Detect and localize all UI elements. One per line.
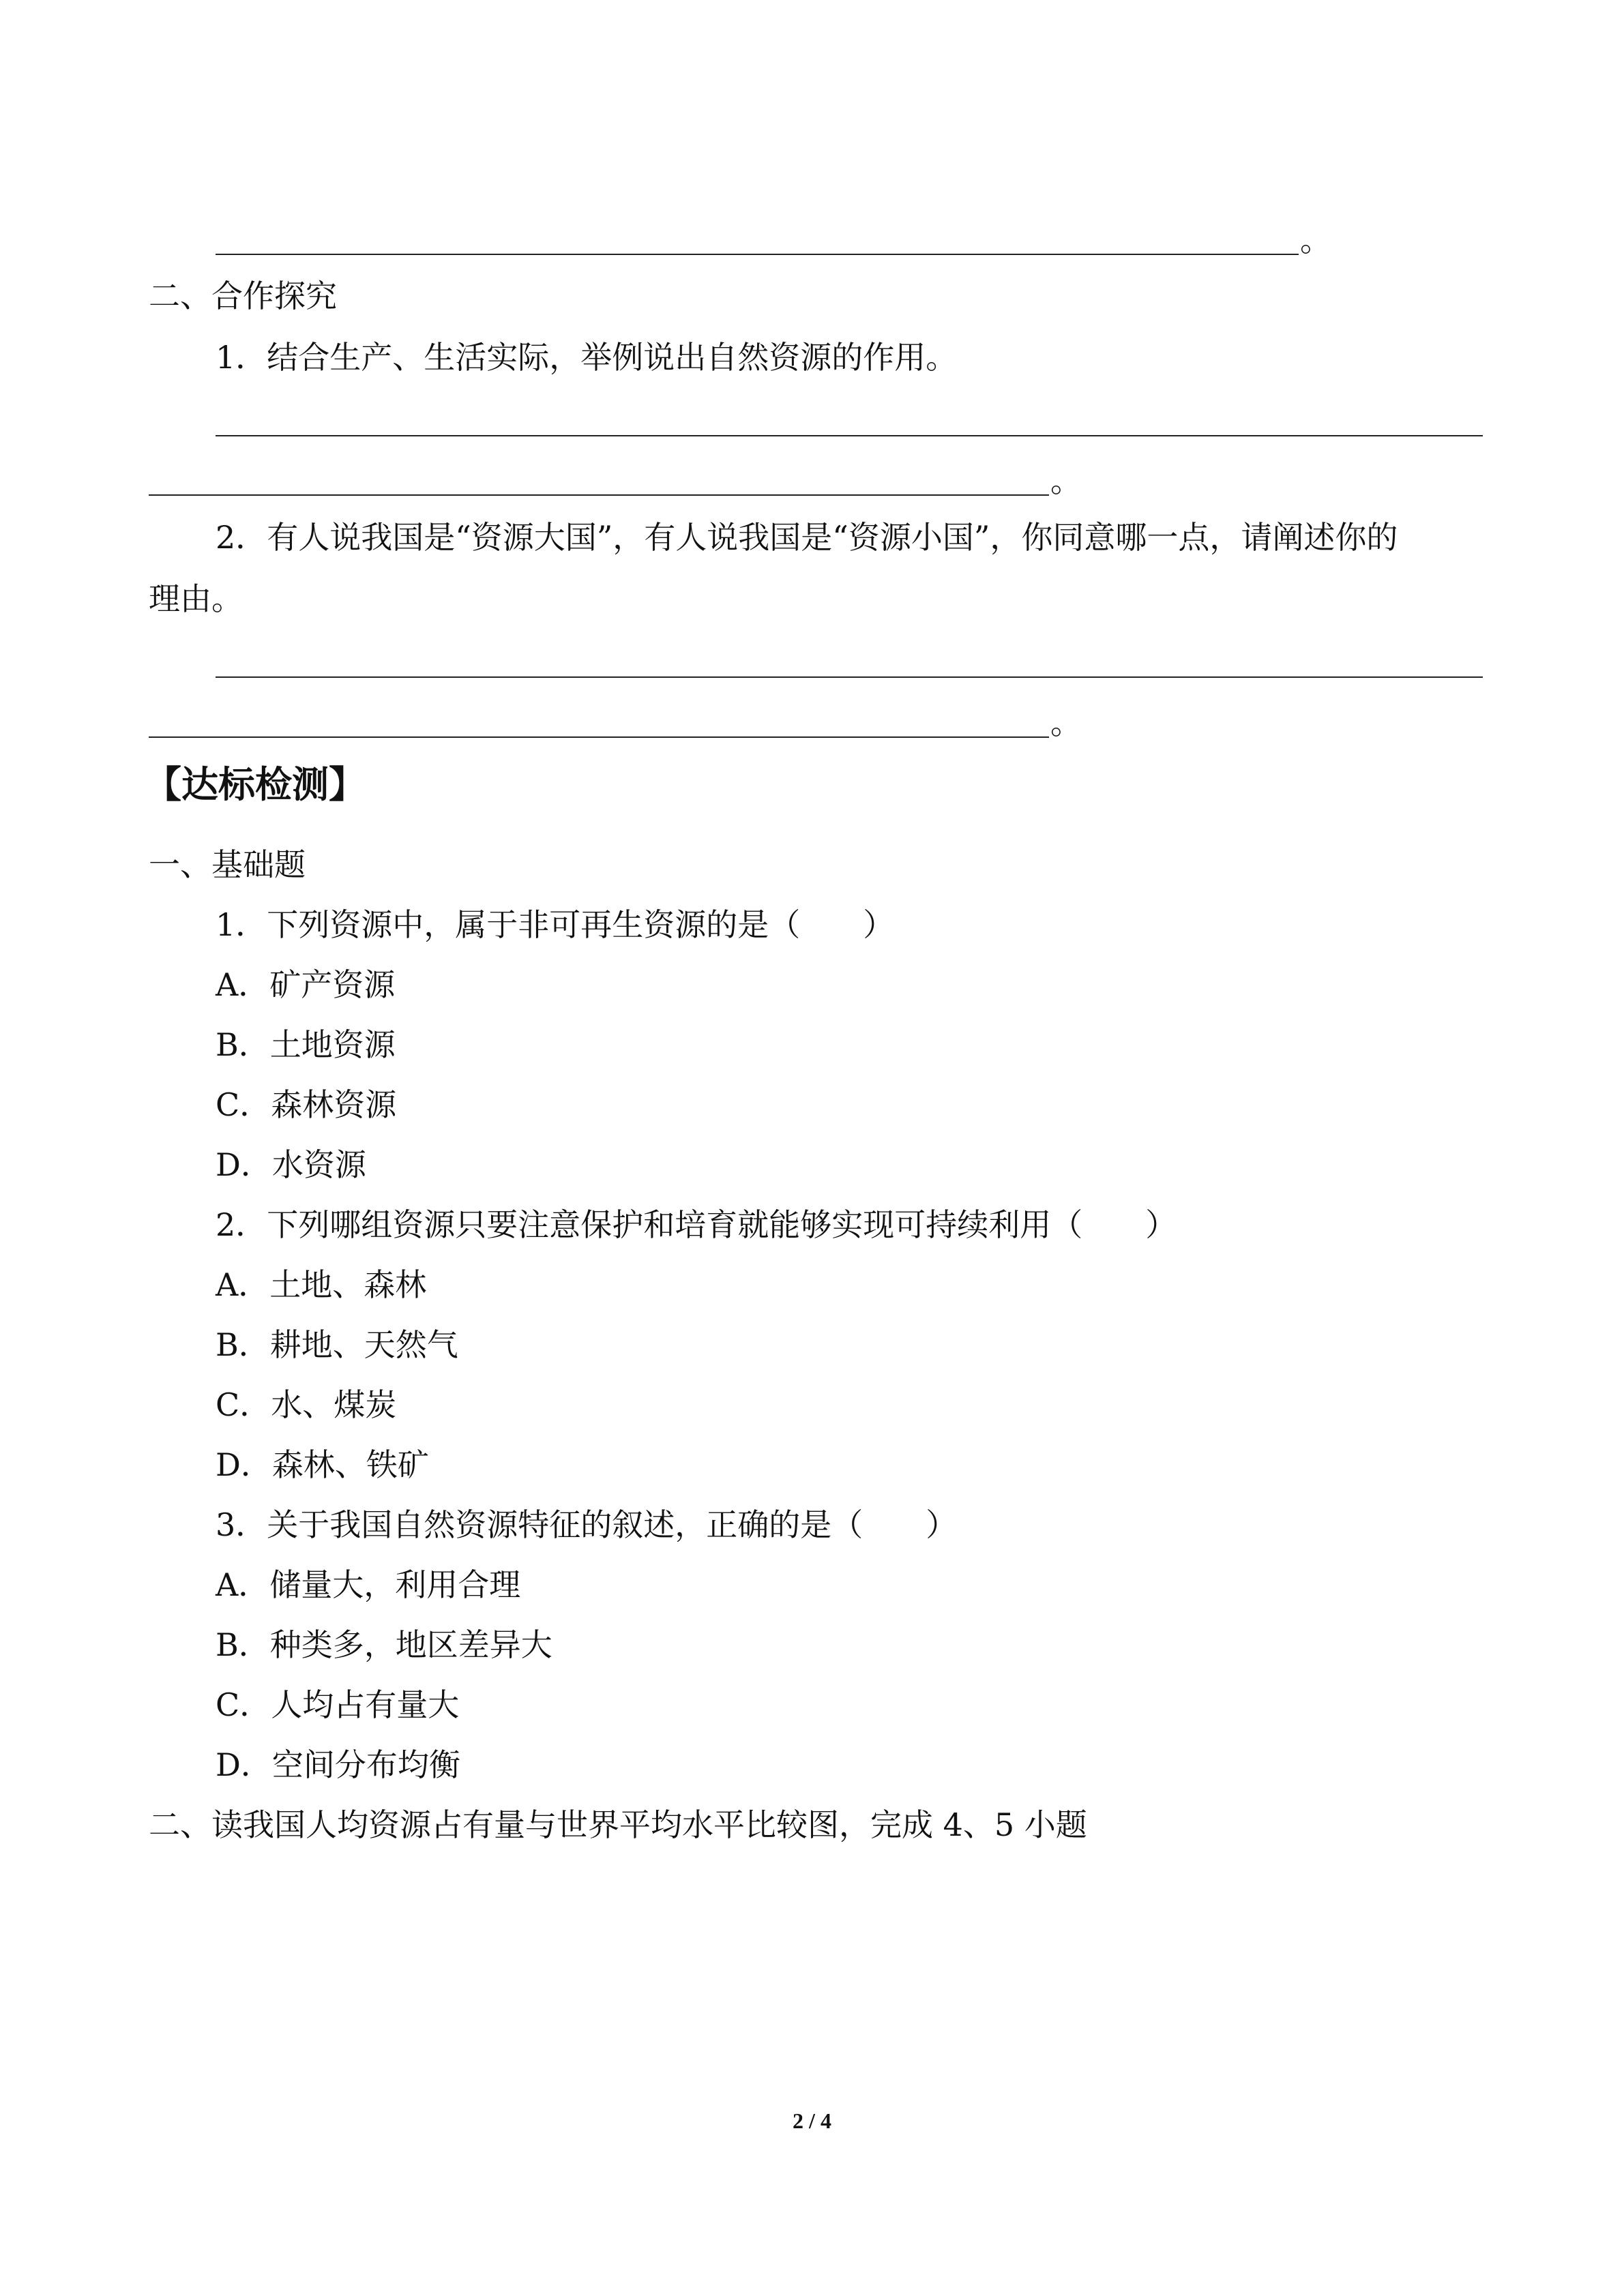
option-b[interactable]: B．土地资源 [216,1026,396,1063]
option-d[interactable]: D．水资源 [216,1146,366,1183]
question-stem: 3．关于我国自然资源特征的叙述，正确的是（ ） [216,1506,958,1543]
page-number: 2 / 4 [793,2108,831,2133]
option-d[interactable]: D．森林、铁矿 [216,1446,429,1483]
option-c[interactable]: C．人均占有量大 [216,1686,460,1723]
answer-line[interactable] [216,435,1483,436]
answer-line[interactable] [149,736,1049,738]
answer-period: 。 [1300,222,1331,258]
section-basic: 一、基础题 [149,846,306,883]
option-b[interactable]: B．种类多，地区差异大 [216,1626,552,1663]
answer-line[interactable] [216,676,1483,678]
section-heading-test: 【达标检测】 [145,763,366,806]
answer-line[interactable] [216,254,1299,255]
option-a[interactable]: A．矿产资源 [216,966,396,1003]
coop-question-2: 2．有人说我国是“资源大国”，有人说我国是“资源小国”，你同意哪一点，请阐述你的 [216,519,1398,556]
section-read-chart: 二、读我国人均资源占有量与世界平均水平比较图，完成 4、5 小题 [149,1806,1087,1843]
answer-period: 。 [1050,704,1082,741]
section-cooperative-inquiry: 二、合作探究 [149,278,337,314]
answer-period: 。 [1050,462,1082,499]
option-c[interactable]: C．水、煤炭 [216,1386,397,1423]
option-b[interactable]: B．耕地、天然气 [216,1326,458,1363]
option-c[interactable]: C．森林资源 [216,1086,397,1123]
option-a[interactable]: A．土地、森林 [216,1266,427,1303]
option-d[interactable]: D．空间分布均衡 [216,1746,460,1783]
coop-question-1: 1．结合生产、生活实际，举例说出自然资源的作用。 [216,339,958,376]
coop-question-2-continued: 理由。 [149,580,243,617]
question-stem: 2．下列哪组资源只要注意保护和培育就能够实现可持续利用（ ） [216,1206,1177,1243]
option-a[interactable]: A．储量大，利用合理 [216,1566,521,1603]
question-stem: 1．下列资源中，属于非可再生资源的是（ ） [216,906,895,943]
answer-line[interactable] [149,494,1049,496]
